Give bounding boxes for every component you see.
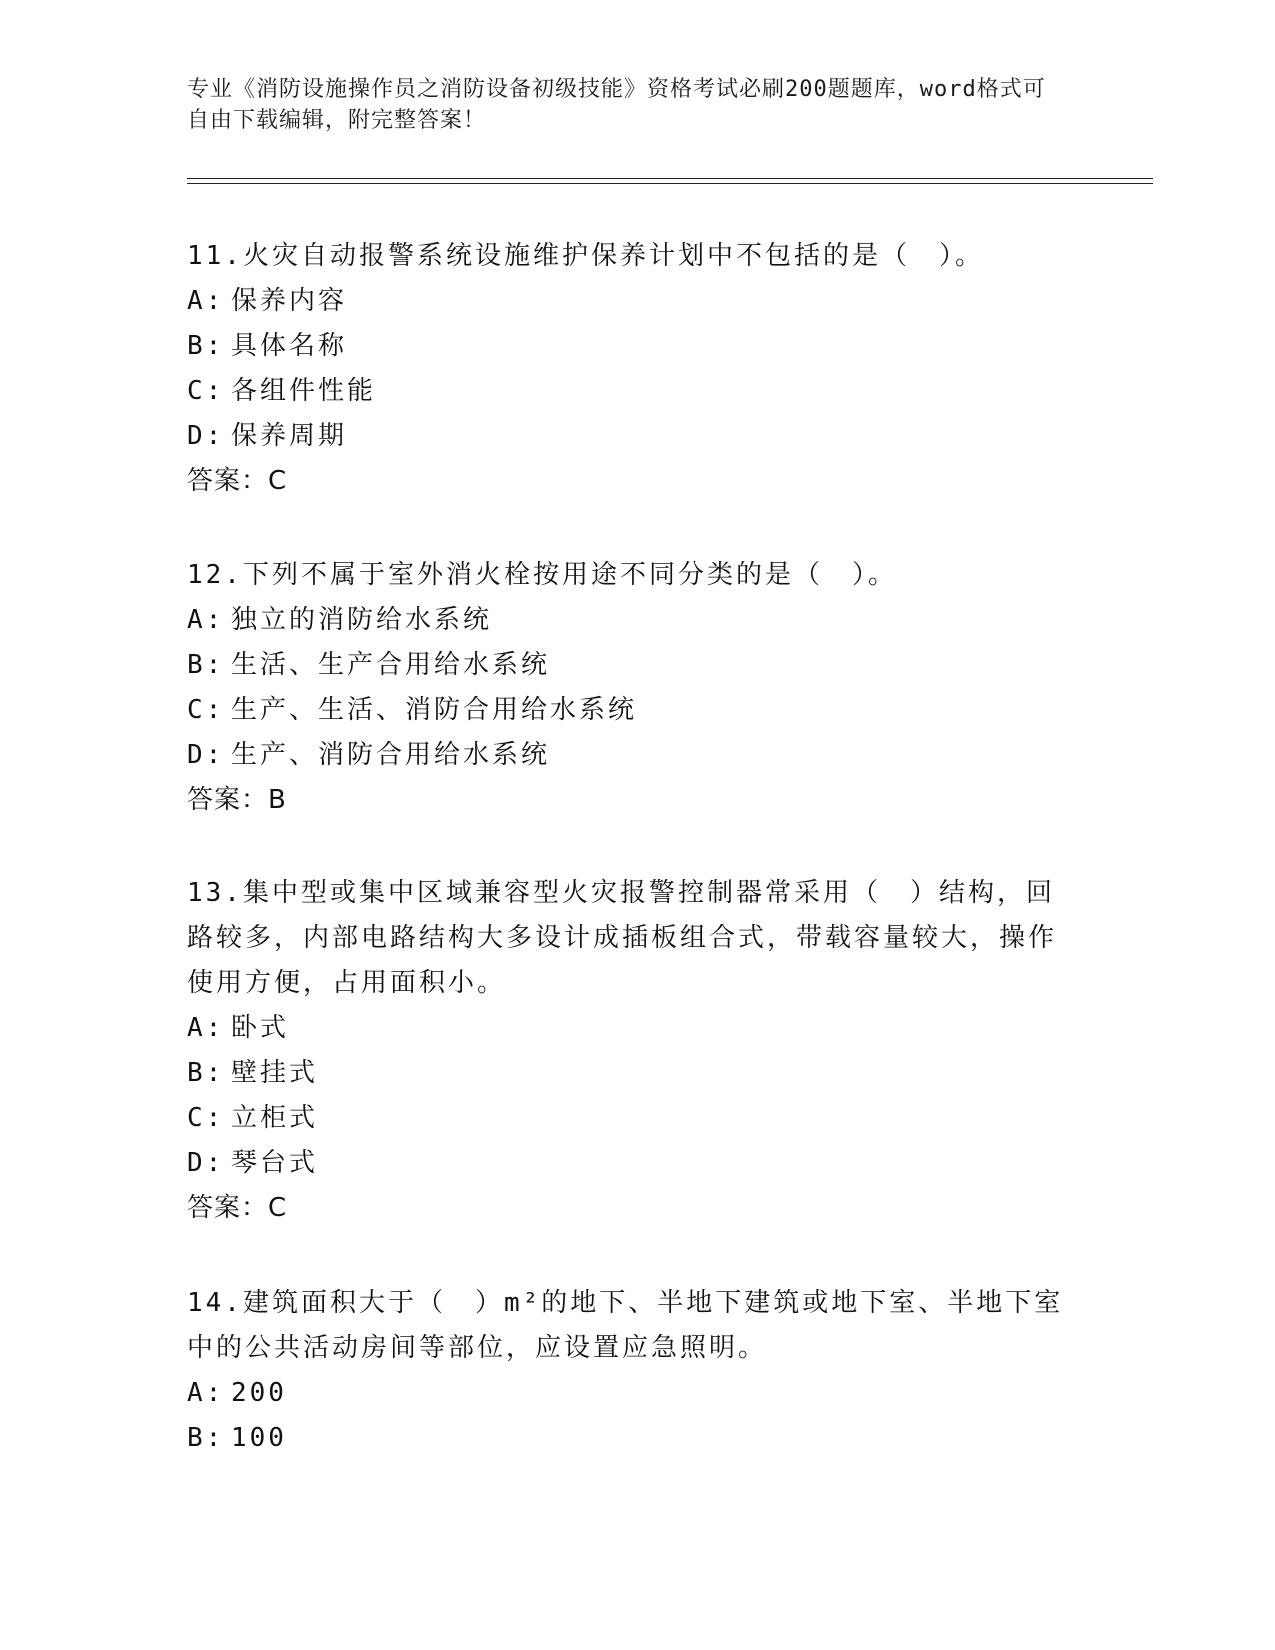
option-b: [187, 1416, 1067, 1461]
option-letter: B:: [187, 331, 225, 361]
option-b: [187, 643, 1067, 688]
option-c: [187, 1096, 1067, 1141]
option-text: 具体名称: [231, 331, 348, 361]
option-letter: D:: [187, 740, 225, 770]
option-letter: C:: [187, 376, 225, 406]
option-b: [187, 1051, 1067, 1096]
question-stem: 11.火灾自动报警系统设施维护保养计划中不包括的是（ ）。: [187, 241, 984, 271]
option-letter: A:: [187, 605, 225, 635]
option-a: [187, 1371, 1067, 1416]
option-letter: A:: [187, 1378, 225, 1408]
question-stem: 14.建筑面积大于（ ）m²的地下、半地下建筑或地下室、半地下室中的公共活动房间等部位，应设置应急照明。: [187, 1288, 1064, 1363]
option-d: [187, 414, 1067, 459]
option-letter: B:: [187, 1423, 225, 1453]
option-text: 生产、消防合用给水系统: [231, 740, 551, 770]
option-text: 100: [231, 1423, 287, 1453]
option-d: [187, 1141, 1067, 1186]
option-a: [187, 1006, 1067, 1051]
question-13: [187, 871, 1067, 1231]
header-rule-bottom: [187, 183, 1153, 184]
question-12: [187, 553, 1067, 823]
option-text: 琴台式: [231, 1148, 319, 1178]
option-text: 卧式: [231, 1013, 290, 1043]
header-rule-top: [187, 178, 1153, 179]
option-text: 生活、生产合用给水系统: [231, 650, 551, 680]
option-a: [187, 279, 1067, 324]
question-11: [187, 234, 1067, 504]
option-b: [187, 324, 1067, 369]
option-text: 保养内容: [231, 286, 348, 316]
option-a: [187, 598, 1067, 643]
option-letter: D:: [187, 1148, 225, 1178]
answer-line: 答案：B: [187, 785, 287, 815]
option-text: 200: [231, 1378, 287, 1408]
answer-line: 答案：C: [187, 1193, 288, 1223]
option-c: [187, 369, 1067, 414]
option-letter: A:: [187, 286, 225, 316]
option-letter: A:: [187, 1013, 225, 1043]
question-stem: 12.下列不属于室外消火栓按用途不同分类的是（ ）。: [187, 560, 897, 590]
option-letter: D:: [187, 421, 225, 451]
option-text: 各组件性能: [231, 376, 377, 406]
option-letter: B:: [187, 1058, 225, 1088]
option-text: 生产、生活、消防合用给水系统: [231, 695, 638, 725]
question-14: [187, 1281, 1067, 1461]
option-letter: B:: [187, 650, 225, 680]
answer-line: 答案：C: [187, 466, 288, 496]
option-text: 保养周期: [231, 421, 348, 451]
document-header: 专业《消防设施操作员之消防设备初级技能》资格考试必刷200题题库，word格式可自由下载编辑，附完整答案！: [187, 77, 1046, 133]
option-letter: C:: [187, 1103, 225, 1133]
option-letter: C:: [187, 695, 225, 725]
question-stem: 13.集中型或集中区域兼容型火灾报警控制器常采用（ ）结构，回路较多，内部电路结构大多设计成插板组合式，带载容量较大，操作使用方便，占用面积小。: [187, 878, 1058, 998]
option-c: [187, 688, 1067, 733]
option-d: [187, 733, 1067, 778]
option-text: 独立的消防给水系统: [231, 605, 493, 635]
option-text: 立柜式: [231, 1103, 319, 1133]
option-text: 壁挂式: [231, 1058, 319, 1088]
